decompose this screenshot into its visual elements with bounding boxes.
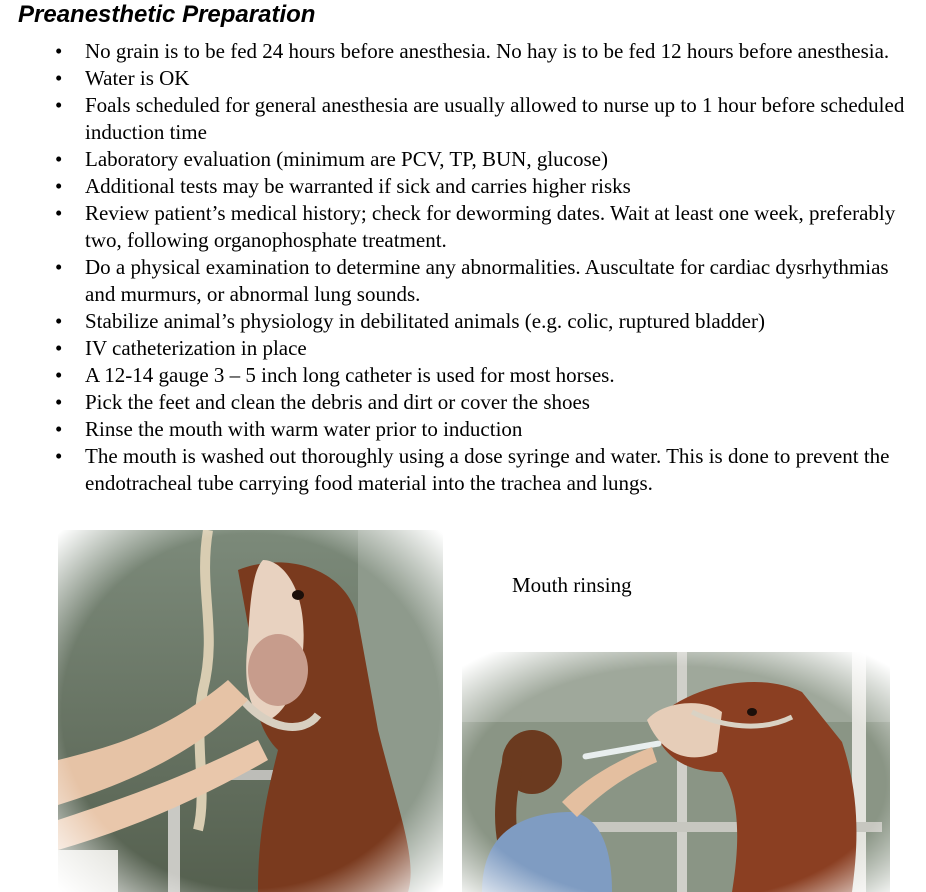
list-item: • Additional tests may be warranted if sick and carries higher risks <box>85 173 915 200</box>
list-item: • Do a physical examination to determine any abnormalities. Auscultate for cardiac dysrhythmias and murmurs, or abnormal lung sounds. <box>85 254 915 308</box>
list-item: • Review patient’s medical history; check for deworming dates. Wait at least one week, preferably two, following organophosphate treatment. <box>85 200 915 254</box>
list-item: • A 12-14 gauge 3 – 5 inch long catheter is used for most horses. <box>85 362 915 389</box>
list-item: • No grain is to be fed 24 hours before anesthesia. No hay is to be fed 12 hours before anesthesia. <box>85 38 915 65</box>
list-item: • The mouth is washed out thoroughly using a dose syringe and water. This is done to prevent the endotracheal tube carrying food material into the trachea and lungs. <box>85 443 915 497</box>
page-title: Preanesthetic Preparation <box>18 1 316 28</box>
list-item: • Rinse the mouth with warm water prior to induction <box>85 416 915 443</box>
horse-photo-left <box>58 530 443 892</box>
horse-photo-right <box>462 652 890 892</box>
list-item: • IV catheterization in place <box>85 335 915 362</box>
list-item: • Water is OK <box>85 65 915 92</box>
list-item: • Foals scheduled for general anesthesia are usually allowed to nurse up to 1 hour before scheduled induction time <box>85 92 915 146</box>
list-item: • Stabilize animal’s physiology in debilitated animals (e.g. colic, ruptured bladder) <box>85 308 915 335</box>
list-item: • Laboratory evaluation (minimum are PCV, TP, BUN, glucose) <box>85 146 915 173</box>
bullet-list <box>85 38 915 497</box>
photo-caption: Mouth rinsing <box>512 573 632 597</box>
list-item: • Pick the feet and clean the debris and dirt or cover the shoes <box>85 389 915 416</box>
